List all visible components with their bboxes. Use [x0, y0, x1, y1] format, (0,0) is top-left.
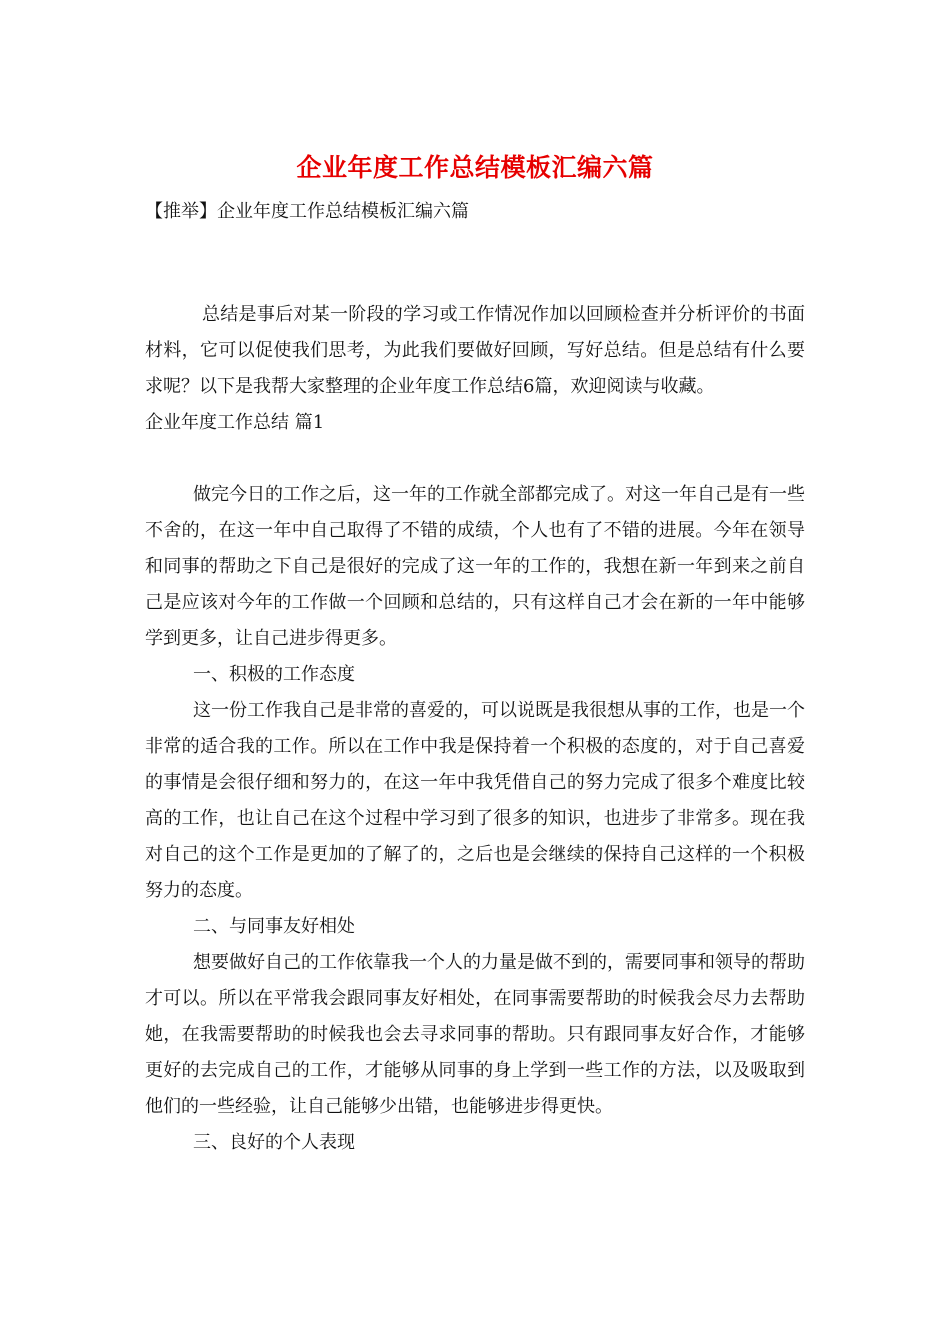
section-spacer	[145, 441, 805, 477]
section-heading: 一、积极的工作态度	[193, 664, 355, 685]
body-paragraph: 这一份工作我自己是非常的喜爱的，可以说既是我很想从事的工作，也是一个非常的适合我的工作。所以在工作中我是保持着一个积极的态度的，对于自己喜爱的事情是会很仔细和努力的，在这一年中我凭借自己的努力完成了很多个难度比较高的工作，也让自己在这个过程中学习到了很多的知识，也进步了非常多。现在我对自己的这个工作是更加的了解了的，之后也是会继续的保持自己这样的一个积极努力的态度。	[145, 700, 805, 901]
section-title: 企业年度工作总结 篇1	[145, 412, 325, 433]
body-paragraph: 想要做好自己的工作依靠我一个人的力量是做不到的，需要同事和领导的帮助才可以。所以在平常我会跟同事友好相处，在同事需要帮助的时候我会尽力去帮助她，在我需要帮助的时候我也会去寻求同事的帮助。只有跟同事友好合作，才能够更好的去完成自己的工作，才能够从同事的身上学到一些工作的方法，以及吸取到他们的一些经验，让自己能够少出错，也能够进步得更快。	[145, 952, 805, 1117]
section-heading: 二、与同事友好相处	[193, 916, 355, 937]
section-heading: 三、良好的个人表现	[193, 1132, 355, 1153]
body-paragraph: 做完今日的工作之后，这一年的工作就全部都完成了。对这一年自己是有一些不舍的，在这一年中自己取得了不错的成绩，个人也有了不错的进展。今年在领导和同事的帮助之下自己是很好的完成了这一年的工作的，我想在新一年到来之前自己是应该对今年的工作做一个回顾和总结的，只有这样自己才会在新的一年中能够学到更多，让自己进步得更多。	[145, 484, 805, 649]
document-subtitle: 【推举】企业年度工作总结模板汇编六篇	[145, 201, 469, 222]
intro-paragraph: 总结是事后对某一阶段的学习或工作情况作加以回顾检查并分析评价的书面材料，它可以促使我们思考，为此我们要做好回顾，写好总结。但是总结有什么要求呢？以下是我帮大家整理的企业年度工作总结6篇，欢迎阅读与收藏。	[145, 304, 805, 397]
document-title: 企业年度工作总结模板汇编六篇	[296, 153, 654, 182]
document-body	[145, 297, 805, 1161]
